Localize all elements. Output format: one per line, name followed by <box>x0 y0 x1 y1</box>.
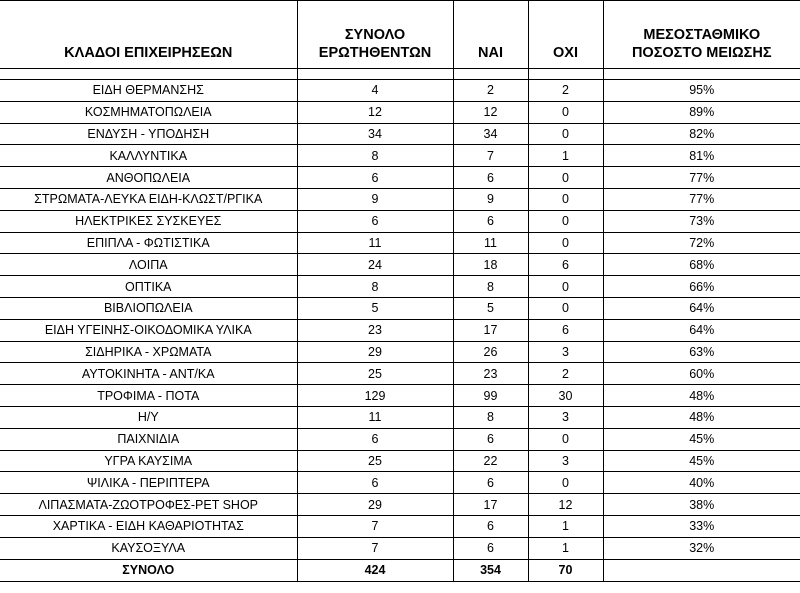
cell-branch: Η/Υ <box>0 406 297 428</box>
cell-total: 7 <box>297 537 453 559</box>
cell-yes: 7 <box>453 145 528 167</box>
cell-total: 9 <box>297 188 453 210</box>
cell-branch: ΑΝΘΟΠΩΛΕΙΑ <box>0 167 297 189</box>
header-yes <box>453 1 528 69</box>
cell-total: 25 <box>297 363 453 385</box>
cell-yes: 8 <box>453 406 528 428</box>
table-row <box>0 319 800 341</box>
table-row <box>0 276 800 298</box>
cell-yes: 6 <box>453 515 528 537</box>
cell-no: 2 <box>528 363 603 385</box>
cell-yes: 22 <box>453 450 528 472</box>
cell-branch: ΛΙΠΑΣΜΑΤΑ-ΖΩΟΤΡΟΦΕΣ-PET SHOP <box>0 494 297 516</box>
cell-total: 7 <box>297 515 453 537</box>
cell-branch: ΚΑΛΛΥΝΤΙΚΑ <box>0 145 297 167</box>
cell-pct: 68% <box>603 254 800 276</box>
table-row <box>0 80 800 102</box>
cell-branch: ΠΑΙΧΝΙΔΙΑ <box>0 428 297 450</box>
table-row <box>0 450 800 472</box>
cell-branch: ΚΑΥΣΟΞΥΛΑ <box>0 537 297 559</box>
cell-branch: ΒΙΒΛΙΟΠΩΛΕΙΑ <box>0 297 297 319</box>
cell-no: 6 <box>528 319 603 341</box>
table-row <box>0 428 800 450</box>
cell-yes: 26 <box>453 341 528 363</box>
cell-branch: ΨΙΛΙΚΑ - ΠΕΡΙΠΤΕΡΑ <box>0 472 297 494</box>
cell-no: 3 <box>528 341 603 363</box>
cell-yes: 6 <box>453 472 528 494</box>
cell-total: 6 <box>297 167 453 189</box>
cell-pct: 48% <box>603 385 800 407</box>
cell-no: 12 <box>528 494 603 516</box>
cell-no: 3 <box>528 450 603 472</box>
cell-yes: 23 <box>453 363 528 385</box>
cell-pct: 66% <box>603 276 800 298</box>
cell-total: 23 <box>297 319 453 341</box>
total-cell-pct <box>603 559 800 581</box>
cell-branch: ΥΓΡΑ ΚΑΥΣΙΜΑ <box>0 450 297 472</box>
table-row <box>0 123 800 145</box>
cell-total: 24 <box>297 254 453 276</box>
cell-yes: 34 <box>453 123 528 145</box>
cell-pct: 45% <box>603 450 800 472</box>
cell-total: 29 <box>297 494 453 516</box>
header-branch-label: ΚΛΑΔΟΙ ΕΠΙΧΕΙΡΗΣΕΩΝ <box>64 44 233 61</box>
table-row <box>0 363 800 385</box>
cell-branch: ΕΠΙΠΛΑ - ΦΩΤΙΣΤΙΚΑ <box>0 232 297 254</box>
cell-total: 6 <box>297 472 453 494</box>
cell-total: 8 <box>297 145 453 167</box>
cell-pct: 63% <box>603 341 800 363</box>
cell-pct: 89% <box>603 101 800 123</box>
cell-yes: 12 <box>453 101 528 123</box>
cell-yes: 6 <box>453 428 528 450</box>
cell-branch: ΛΟΙΠΑ <box>0 254 297 276</box>
cell-branch: ΕΙΔΗ ΘΕΡΜΑΝΣΗΣ <box>0 80 297 102</box>
cell-pct: 72% <box>603 232 800 254</box>
header-avg-reduction <box>603 1 800 69</box>
cell-total: 29 <box>297 341 453 363</box>
table-row <box>0 297 800 319</box>
cell-total: 6 <box>297 428 453 450</box>
cell-yes: 5 <box>453 297 528 319</box>
table-row <box>0 494 800 516</box>
cell-branch: ΣΤΡΩΜΑΤΑ-ΛΕΥΚΑ ΕΙΔΗ-ΚΛΩΣΤ/ΡΓΙΚΑ <box>0 188 297 210</box>
cell-pct: 77% <box>603 188 800 210</box>
table-row <box>0 232 800 254</box>
cell-yes: 17 <box>453 494 528 516</box>
cell-branch: ΗΛΕΚΤΡΙΚΕΣ ΣΥΣΚΕΥΕΣ <box>0 210 297 232</box>
cell-pct: 40% <box>603 472 800 494</box>
cell-no: 1 <box>528 537 603 559</box>
header-row <box>0 1 800 69</box>
cell-total: 12 <box>297 101 453 123</box>
cell-pct: 95% <box>603 80 800 102</box>
cell-total: 6 <box>297 210 453 232</box>
spacer-row <box>0 69 800 80</box>
cell-total: 11 <box>297 232 453 254</box>
cell-branch: ΕΝΔΥΣΗ - ΥΠΟΔΗΣΗ <box>0 123 297 145</box>
header-yes-label: ΝΑΙ <box>478 44 503 61</box>
cell-no: 0 <box>528 210 603 232</box>
cell-yes: 8 <box>453 276 528 298</box>
table-row <box>0 537 800 559</box>
cell-branch: ΧΑΡΤΙΚΑ - ΕΙΔΗ ΚΑΘΑΡΙΟΤΗΤΑΣ <box>0 515 297 537</box>
header-total-line2: ΕΡΩΤΗΘΕΝΤΩΝ <box>318 44 432 61</box>
header-no <box>528 1 603 69</box>
cell-branch: ΑΥΤΟΚΙΝΗΤΑ - ΑΝΤ/ΚΑ <box>0 363 297 385</box>
cell-pct: 82% <box>603 123 800 145</box>
header-no-label: ΟΧΙ <box>553 44 578 61</box>
total-cell-no: 70 <box>528 559 603 581</box>
cell-pct: 81% <box>603 145 800 167</box>
cell-total: 25 <box>297 450 453 472</box>
total-cell-branch: ΣΥΝΟΛΟ <box>0 559 297 581</box>
cell-pct: 60% <box>603 363 800 385</box>
table-row <box>0 515 800 537</box>
cell-total: 8 <box>297 276 453 298</box>
table-row <box>0 210 800 232</box>
cell-branch: ΤΡΟΦΙΜΑ - ΠΟΤΑ <box>0 385 297 407</box>
cell-branch: ΚΟΣΜΗΜΑΤΟΠΩΛΕΙΑ <box>0 101 297 123</box>
cell-pct: 73% <box>603 210 800 232</box>
cell-yes: 6 <box>453 167 528 189</box>
cell-no: 0 <box>528 428 603 450</box>
header-avg-line2: ΠΟΣΟΣΤΟ ΜΕΙΩΣΗΣ <box>631 44 772 61</box>
header-avg-line1: ΜΕΣΟΣΤΑΘΜΙΚΟ <box>643 27 761 44</box>
table-row <box>0 188 800 210</box>
cell-no: 0 <box>528 167 603 189</box>
cell-no: 0 <box>528 188 603 210</box>
cell-yes: 99 <box>453 385 528 407</box>
header-branch <box>0 1 297 69</box>
cell-yes: 17 <box>453 319 528 341</box>
cell-pct: 77% <box>603 167 800 189</box>
cell-yes: 11 <box>453 232 528 254</box>
cell-no: 6 <box>528 254 603 276</box>
cell-no: 3 <box>528 406 603 428</box>
table-row <box>0 406 800 428</box>
cell-pct: 48% <box>603 406 800 428</box>
header-total-line1: ΣΥΝΟΛΟ <box>344 27 406 44</box>
cell-pct: 38% <box>603 494 800 516</box>
totals-row <box>0 559 800 581</box>
cell-total: 4 <box>297 80 453 102</box>
total-cell-yes: 354 <box>453 559 528 581</box>
cell-branch: ΕΙΔΗ ΥΓΕΙΝΗΣ-ΟΙΚΟΔΟΜΙΚΑ ΥΛΙΚΑ <box>0 319 297 341</box>
cell-yes: 18 <box>453 254 528 276</box>
cell-pct: 64% <box>603 297 800 319</box>
table-row <box>0 254 800 276</box>
table-row <box>0 167 800 189</box>
cell-pct: 33% <box>603 515 800 537</box>
cell-no: 2 <box>528 80 603 102</box>
cell-branch: ΣΙΔΗΡΙΚΑ - ΧΡΩΜΑΤΑ <box>0 341 297 363</box>
cell-total: 11 <box>297 406 453 428</box>
cell-total: 34 <box>297 123 453 145</box>
table-row <box>0 341 800 363</box>
cell-total: 5 <box>297 297 453 319</box>
cell-branch: ΟΠΤΙΚΑ <box>0 276 297 298</box>
cell-yes: 6 <box>453 210 528 232</box>
cell-no: 0 <box>528 123 603 145</box>
cell-total: 129 <box>297 385 453 407</box>
cell-pct: 64% <box>603 319 800 341</box>
cell-no: 0 <box>528 472 603 494</box>
cell-yes: 6 <box>453 537 528 559</box>
cell-no: 0 <box>528 101 603 123</box>
table-row <box>0 145 800 167</box>
cell-no: 30 <box>528 385 603 407</box>
total-cell-total: 424 <box>297 559 453 581</box>
table-row <box>0 101 800 123</box>
cell-pct: 32% <box>603 537 800 559</box>
table-row <box>0 385 800 407</box>
cell-no: 0 <box>528 276 603 298</box>
cell-yes: 9 <box>453 188 528 210</box>
cell-yes: 2 <box>453 80 528 102</box>
header-total-asked <box>297 1 453 69</box>
cell-no: 1 <box>528 145 603 167</box>
table-row <box>0 472 800 494</box>
cell-no: 0 <box>528 232 603 254</box>
cell-pct: 45% <box>603 428 800 450</box>
cell-no: 0 <box>528 297 603 319</box>
cell-no: 1 <box>528 515 603 537</box>
